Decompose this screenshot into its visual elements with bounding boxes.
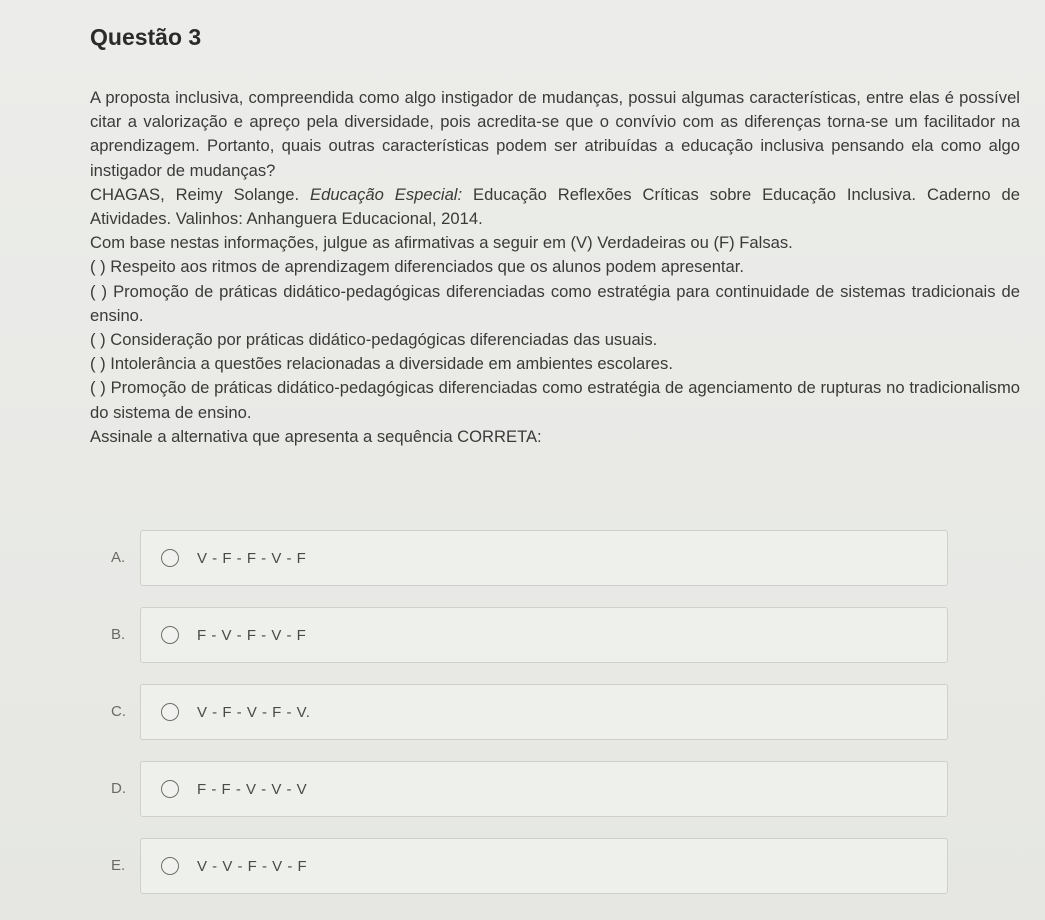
question-body: [90, 86, 1020, 449]
option-e[interactable]: [108, 838, 948, 892]
radio-icon[interactable]: [161, 780, 179, 798]
statement-5: ( ) Promoção de práticas didático-pedagógicas diferenciadas como estratégia de agenciamento de rupturas no tradicionalismo do sistema de ensino.: [90, 378, 1020, 422]
question-title: Questão 3: [90, 24, 202, 50]
radio-icon[interactable]: [161, 549, 179, 567]
option-b[interactable]: [108, 607, 948, 661]
option-text: F - V - F - V - F: [197, 626, 307, 644]
option-letter: E.: [111, 856, 126, 874]
option-letter: B.: [111, 625, 126, 643]
option-box[interactable]: [140, 607, 948, 663]
statement-1: ( ) Respeito aos ritmos de aprendizagem diferenciados que os alunos podem apresentar.: [90, 257, 744, 277]
option-d[interactable]: [108, 761, 948, 815]
radio-icon[interactable]: [161, 703, 179, 721]
option-text: V - F - V - F - V.: [197, 703, 311, 721]
statement-4: ( ) Intolerância a questões relacionadas a diversidade em ambientes escolares.: [90, 354, 673, 374]
question-paragraph: A proposta inclusiva, compreendida como algo instigador de mudanças, possui algumas características, entre elas é possível citar a valorização e apreço pela diversidade, pois acredita-se que o convívio com as diferenças torna-se um facilitador na aprendizagem. Portanto, quais outras características podem ser atribuídas a educação inclusiva pensando ela como algo instigador de mudanças?: [90, 88, 1020, 180]
option-box[interactable]: [140, 684, 948, 740]
instruction-text: Com base nestas informações, julgue as afirmativas a seguir em (V) Verdadeiras ou (F) Falsas.: [90, 233, 793, 253]
statement-3: ( ) Consideração por práticas didático-pedagógicas diferenciadas das usuais.: [90, 330, 658, 350]
answer-options: [108, 530, 948, 915]
citation-rest: Educação Reflexões Críticas sobre Educação Inclusiva. Caderno de Atividades. Valinhos: Anhanguera Educacional, 2014.: [90, 184, 1020, 229]
option-letter: C.: [111, 702, 126, 720]
option-text: V - F - F - V - F: [197, 549, 307, 567]
radio-icon[interactable]: [161, 857, 179, 875]
option-c[interactable]: [108, 684, 948, 738]
answer-prompt: Assinale a alternativa que apresenta a sequência CORRETA:: [90, 426, 542, 446]
option-letter: D.: [111, 779, 126, 797]
option-text: F - F - V - V - V: [197, 780, 308, 798]
citation: [90, 183, 1020, 231]
citation-authors: CHAGAS, Reimy Solange.: [90, 184, 300, 204]
citation-title: Educação Especial:: [310, 184, 463, 204]
option-box[interactable]: [140, 530, 948, 586]
radio-icon[interactable]: [161, 626, 179, 644]
option-box[interactable]: [140, 838, 948, 894]
option-a[interactable]: [108, 530, 948, 584]
option-text: V - V - F - V - F: [197, 857, 308, 875]
option-box[interactable]: [140, 761, 948, 817]
option-letter: A.: [111, 548, 126, 566]
statement-2: ( ) Promoção de práticas didático-pedagógicas diferenciadas como estratégia para continuidade de sistemas tradicionais de ensino.: [90, 281, 1020, 325]
